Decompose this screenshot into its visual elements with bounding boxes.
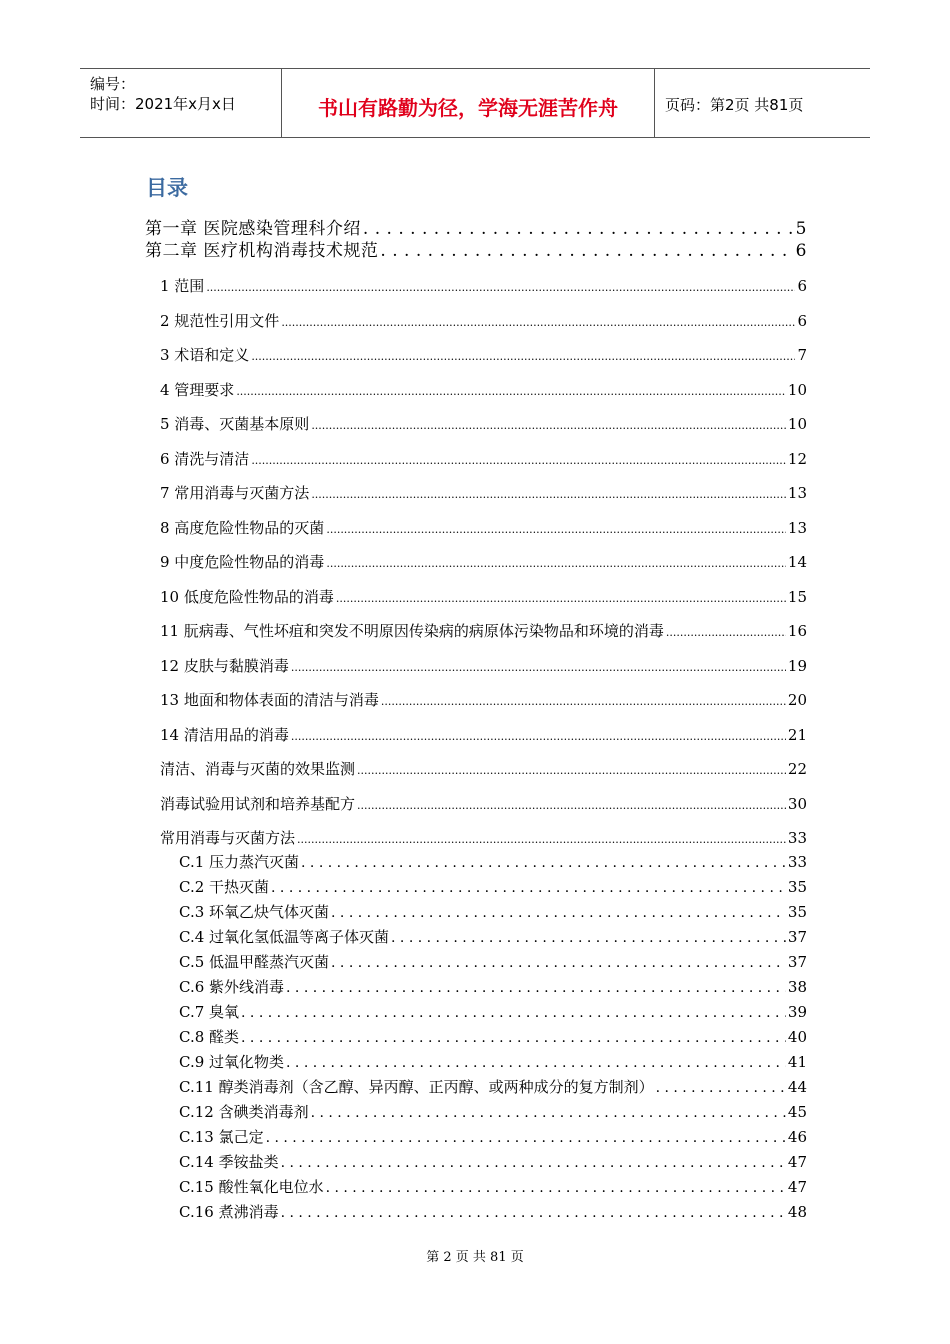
toc-entry[interactable]: [160, 482, 807, 503]
toc-entry[interactable]: [160, 413, 807, 434]
header-page-cell: [655, 69, 870, 137]
toc-entry[interactable]: [179, 1026, 807, 1047]
toc-dot-leader: [291, 726, 786, 744]
toc-entry-title: 第二章 医疗机构消毒技术规范: [145, 241, 379, 261]
toc-entry-title: C.8 醛类: [179, 1028, 240, 1046]
toc-entry-page: 40: [787, 1028, 807, 1046]
toc-entry[interactable]: [160, 758, 807, 779]
toc-entry-title: 7 常用消毒与灭菌方法: [160, 484, 310, 502]
toc-entry[interactable]: [179, 1001, 807, 1022]
toc-dot-leader: [311, 484, 786, 502]
toc-entry-title: C.14 季铵盐类: [179, 1153, 279, 1171]
toc-dot-leader: [311, 1103, 786, 1121]
toc-entry-page: 6: [797, 277, 807, 295]
toc-entry-page: 12: [787, 449, 807, 468]
toc-entry-title: 6 清洗与清洁: [160, 449, 250, 468]
toc-dot-leader: [311, 415, 786, 433]
toc-entry-title: 14 清洁用品的消毒: [160, 725, 289, 744]
toc-entry[interactable]: [160, 689, 807, 710]
toc-entry-title: C.13 氯己定: [179, 1128, 264, 1146]
toc-entry-page: 30: [787, 794, 807, 813]
toc-entry[interactable]: [160, 275, 807, 296]
toc-entry[interactable]: [160, 379, 807, 400]
toc-entry[interactable]: [160, 344, 807, 365]
toc-dot-leader: [291, 657, 786, 675]
toc-entry[interactable]: [179, 1051, 807, 1072]
toc-dot-leader: [286, 978, 786, 996]
toc-entry[interactable]: [179, 1151, 807, 1172]
toc-entry-page: 19: [787, 656, 807, 675]
document-number-label: 编号：: [90, 75, 136, 93]
toc-entry-page: 37: [787, 928, 807, 946]
toc-dot-leader: [380, 241, 793, 261]
toc-entry-title: C.3 环氧乙炔气体灭菌: [179, 903, 330, 921]
toc-entry[interactable]: [179, 1201, 807, 1222]
toc-dot-leader: [271, 878, 786, 896]
toc-dot-leader: [336, 588, 786, 606]
toc-entry[interactable]: [160, 620, 807, 641]
toc-dot-leader: [251, 346, 795, 364]
toc-dot-leader: [297, 829, 786, 847]
toc-entry[interactable]: [179, 901, 807, 922]
page-header: [80, 68, 870, 138]
toc-dot-leader: [281, 1203, 786, 1221]
toc-entry-title: 13 地面和物体表面的清洁与消毒: [160, 691, 379, 709]
toc-entry[interactable]: [160, 793, 807, 814]
toc-dot-leader: [206, 277, 795, 295]
toc-entry-title: 5 消毒、灭菌基本原则: [160, 415, 310, 433]
toc-entry-title: 1 范围: [160, 277, 205, 295]
toc-entry[interactable]: [160, 827, 807, 848]
page-footer: 第 2 页 共 81 页: [426, 1250, 524, 1265]
toc-entry-page: 35: [787, 903, 807, 921]
header-page-number: 页码：第2页 共81页: [665, 96, 804, 114]
toc-entry-title: 4 管理要求: [160, 380, 235, 399]
toc-entry-page: 33: [787, 829, 807, 847]
toc-entry[interactable]: [160, 448, 807, 469]
toc-entry-page: 10: [787, 380, 807, 399]
toc-entry-page: 21: [787, 725, 807, 744]
toc-entry[interactable]: [160, 586, 807, 607]
toc-entry-page: 6: [797, 311, 807, 330]
toc-entry-title: C.11 醇类消毒剂（含乙醇、异丙醇、正丙醇、或两种成分的复方制剂）: [179, 1078, 654, 1096]
toc-dot-leader: [326, 553, 786, 571]
toc-dot-leader: [391, 928, 786, 946]
header-info-cell: [80, 69, 282, 137]
toc-dot-leader: [331, 903, 786, 921]
document-date-label: 时间：2021年x月x日: [90, 95, 236, 113]
toc-entry-title: 2 规范性引用文件: [160, 311, 280, 330]
toc-entry-title: 10 低度危险性物品的消毒: [160, 587, 334, 606]
toc-entry-title: 9 中度危险性物品的消毒: [160, 553, 325, 571]
toc-entry[interactable]: [179, 1126, 807, 1147]
toc-entry-title: C.2 干热灭菌: [179, 878, 270, 896]
toc-entry-title: C.6 紫外线消毒: [179, 978, 285, 996]
toc-entry-title: 常用消毒与灭菌方法: [160, 829, 296, 847]
toc-dot-leader: [281, 1153, 786, 1171]
toc-entry-title: 8 高度危险性物品的灭菌: [160, 518, 325, 537]
toc-entry-page: 37: [787, 953, 807, 971]
toc-entry-page: 22: [787, 760, 807, 778]
toc-dot-leader: [286, 1053, 786, 1071]
toc-dot-leader: [241, 1003, 786, 1021]
toc-entry[interactable]: [179, 851, 807, 872]
toc-dot-leader: [236, 381, 786, 399]
toc-entry-title: C.5 低温甲醛蒸汽灭菌: [179, 953, 330, 971]
toc-dot-leader: [326, 519, 786, 537]
toc-entry-page: 39: [787, 1003, 807, 1021]
toc-entry-page: 14: [787, 553, 807, 571]
toc-entry-page: 15: [787, 587, 807, 606]
toc-dot-leader: [357, 795, 786, 813]
toc-entry-page: 47: [787, 1153, 807, 1171]
toc-entry-title: C.15 酸性氧化电位水: [179, 1178, 324, 1196]
toc-entry-title: 第一章 医院感染管理科介绍: [145, 219, 361, 239]
toc-dot-leader: [251, 450, 786, 468]
toc-dot-leader: [266, 1128, 786, 1146]
toc-entry-page: 16: [787, 622, 807, 640]
toc-entry-page: 45: [787, 1103, 807, 1121]
toc-dot-leader: [301, 853, 786, 871]
toc-dot-leader: [326, 1178, 786, 1196]
toc-entry-page: 47: [787, 1178, 807, 1196]
toc-dot-leader: [381, 691, 786, 709]
toc-entry-title: 消毒试验用试剂和培养基配方: [160, 794, 356, 813]
toc-entry-page: 20: [787, 691, 807, 709]
toc-entry[interactable]: [160, 551, 807, 572]
toc-entry-title: C.4 过氧化氢低温等离子体灭菌: [179, 928, 390, 946]
toc-entry[interactable]: [179, 926, 807, 947]
toc-entry-page: 46: [787, 1128, 807, 1146]
toc-entry-title: 3 术语和定义: [160, 346, 250, 364]
toc-entry-title: C.12 含碘类消毒剂: [179, 1103, 309, 1121]
toc-title: 目录: [146, 176, 188, 200]
toc-entry-page: 10: [787, 415, 807, 433]
toc-entry[interactable]: [179, 876, 807, 897]
toc-entry[interactable]: [179, 1076, 807, 1097]
toc-dot-leader: [666, 622, 786, 640]
toc-entry-title: C.9 过氧化物类: [179, 1053, 285, 1071]
toc-entry-title: 12 皮肤与黏膜消毒: [160, 656, 289, 675]
toc-entry-title: C.16 煮沸消毒: [179, 1203, 279, 1221]
toc-entry-title: C.7 臭氧: [179, 1003, 240, 1021]
toc-entry-title: 11 朊病毒、气性坏疽和突发不明原因传染病的病原体污染物品和环境的消毒: [160, 622, 664, 640]
toc-entry-page: 33: [787, 853, 807, 871]
header-motto: 书山有路勤为径，学海无涯苦作舟: [318, 96, 618, 120]
toc-dot-leader: [241, 1028, 786, 1046]
toc-entry[interactable]: [179, 976, 807, 997]
toc-entry-page: 7: [797, 346, 807, 364]
toc-entry-page: 5: [795, 219, 807, 239]
toc-entry-page: 44: [787, 1078, 807, 1096]
toc-dot-leader: [656, 1078, 786, 1096]
toc-entry-page: 35: [787, 878, 807, 896]
header-motto-cell: [282, 69, 655, 137]
toc-entry-page: 38: [787, 978, 807, 996]
toc-dot-leader: [331, 953, 786, 971]
toc-entry[interactable]: [179, 1101, 807, 1122]
toc-entry-title: C.1 压力蒸汽灭菌: [179, 853, 300, 871]
toc-entry[interactable]: [160, 517, 807, 538]
toc-dot-leader: [357, 760, 786, 778]
toc-entry[interactable]: [145, 236, 807, 261]
toc-entry-page: 41: [787, 1053, 807, 1071]
toc-dot-leader: [281, 312, 795, 330]
toc-entry[interactable]: [179, 951, 807, 972]
toc-entry[interactable]: [160, 655, 807, 676]
toc-entry[interactable]: [160, 724, 807, 745]
toc-entry-page: 6: [795, 241, 807, 261]
toc-entry-page: 13: [787, 484, 807, 502]
toc-entry[interactable]: [179, 1176, 807, 1197]
toc-entry[interactable]: [160, 310, 807, 331]
toc-entry-title: 清洁、消毒与灭菌的效果监测: [160, 760, 356, 778]
toc-entry-page: 13: [787, 518, 807, 537]
toc-entry-page: 48: [787, 1203, 807, 1221]
